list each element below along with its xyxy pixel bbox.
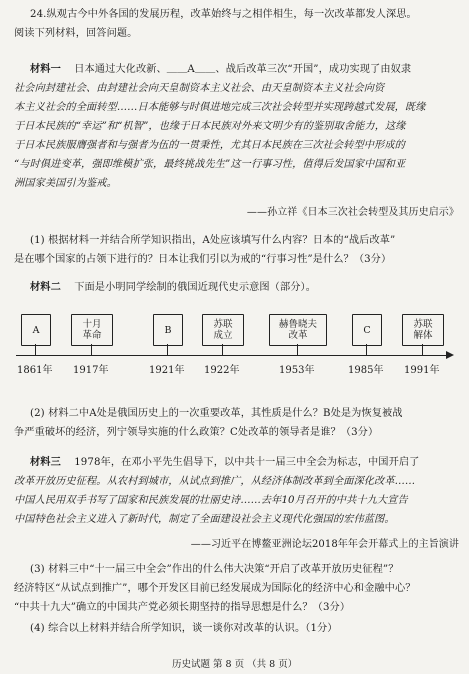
material2-text: 下面是小明同学绘制的俄国近现代史示意图（部分）。 (74, 282, 317, 293)
timeline-event-box (21, 314, 51, 346)
material3-line-1 (30, 456, 419, 469)
timeline-tick (167, 344, 168, 356)
timeline-tick (297, 344, 298, 356)
timeline-event-label: B (164, 324, 172, 336)
q3-line-3: “中共十九大”确立的中国共产党必须长期坚持的指导思想是什么？（3分） (14, 602, 351, 613)
material1-line-2: 社会向封建社会、由封建社会向天皇制资本主义社会、由天皇制资本主义社会向资 (14, 83, 385, 94)
timeline-event-box (402, 314, 444, 346)
question-intro-line-2: 阅读下列材料，回答问题。 (14, 28, 138, 39)
material3-text-1: 1978年，在邓小平先生倡导下，以中共十一届三中全会为标志，中国开启了 (74, 457, 420, 468)
timeline-year: 1985年 (348, 365, 384, 376)
timeline-event-box (352, 314, 382, 346)
timeline-tick (91, 344, 92, 356)
timeline-event-label: 改革 (288, 330, 308, 341)
q1-line-2: 是在哪个国家的占领下进行的？日本让我们引以为戒的“行事习性”是什么？（3分） (14, 254, 392, 265)
timeline-event-box (71, 314, 113, 346)
material3-label: 材料三 (30, 456, 61, 468)
timeline-tick (222, 344, 223, 356)
material3-line-3: 中国人民用双手书写了国家和民族发展的壮丽史诗……去年10月召开的中共十九大宣告 (14, 495, 408, 506)
material1-line-7: 洲国家美国引为鉴戒。 (14, 178, 117, 189)
page-footer: 历史试题 第 8 页 （共 8 页） (172, 659, 298, 670)
q2-line-2: 争严重破坏的经济，列宁领导实施的什么政策？C处改革的领导者是谁？（3分） (14, 427, 379, 438)
timeline-year: 1953年 (279, 365, 315, 376)
timeline-tick (35, 344, 36, 356)
material1-line-5: 于日本民族服膺强者和与强者为伍的一贯秉性，尤其日本民族在三次社会转型中形成的 (14, 140, 405, 151)
timeline-event-label: 解体 (413, 330, 433, 341)
timeline-event-box (153, 314, 183, 346)
material1-line-6: “与时俱进变革，强即维模扩张，最终挑战先生”这一行事习性，值得后发国家中国和亚 (14, 159, 406, 170)
material3-line-4: 中国特色社会主义进入了新时代，制定了全面建设社会主义现代化强国的宏伟蓝图。 (14, 514, 395, 525)
question-intro-line-1: 24.纵观古今中外各国的发展历程，改革始终与之相伴相生，每一次改革都发人深思。 (30, 9, 417, 20)
q2-line-1: (2) 材料二中A处是俄国历史上的一次重要改革，其性质是什么？B处是为恢复被战 (30, 408, 403, 419)
q3-line-2: 经济特区“从试点到推广”，哪个开发区目前已经发展成为国际化的经济中心和金融中心？ (14, 583, 416, 594)
timeline-event-label: 十月 (82, 319, 102, 330)
material3-line-2: 改革开放历史征程。从农村到城市，从试点到推广，从经济体制改革到全面深化改革…… (14, 476, 416, 487)
timeline-year: 1861年 (17, 365, 53, 376)
timeline-arrow-icon (446, 351, 454, 359)
timeline-event-label: 苏联 (413, 319, 433, 330)
material1-source: ——孙立祥《日本三次社会转型及其历史启示》 (246, 207, 459, 218)
material2-line (30, 281, 316, 294)
timeline-year: 1921年 (149, 365, 185, 376)
timeline-axis (16, 355, 448, 356)
q4-line: (4) 综合以上材料并结合所学知识，谈一谈你对改革的认识。（1分） (30, 623, 338, 634)
q3-line-1: (3) 材料三中“十一届三中全会”作出的什么伟大决策“开启了改革开放历史征程”？ (30, 564, 399, 575)
timeline-event-label: C (363, 324, 371, 336)
material1-line-3: 本主义社会的全面转型……日本能够与时俱进地完成三次社会转型并实现跨越式发展，既缘 (14, 102, 426, 113)
timeline-event-label: 赫鲁晓夫 (278, 319, 317, 330)
material1-line-1 (30, 63, 411, 76)
timeline-event-label: 成立 (213, 330, 233, 341)
material1-text-1: 日本通过大化改新、＿＿A＿＿、战后改革三次“开国”，成功实现了由奴隶 (74, 64, 412, 75)
timeline-tick (366, 344, 367, 356)
timeline-event-label: 苏联 (213, 319, 233, 330)
material3-source: ——习近平在博鳌亚洲论坛2018年年会开幕式上的主旨演讲 (190, 539, 459, 550)
timeline-year: 1922年 (204, 365, 240, 376)
timeline-tick (422, 344, 423, 356)
material1-line-4: 于日本民族的“幸运”和“机智”，也缘于日本民族对外来文明少有的鉴别取舍能力，这缘 (14, 121, 406, 132)
timeline-event-label: A (32, 324, 40, 336)
q1-line-1: (1) 根据材料一并结合所学知识指出，A处应该填写什么内容？日本的“战后改革” (30, 235, 396, 246)
timeline-event-box (202, 314, 244, 346)
material1-label: 材料一 (30, 63, 61, 75)
timeline-year: 1917年 (73, 365, 109, 376)
timeline-year: 1991年 (404, 365, 440, 376)
timeline-event-label: 革命 (82, 330, 102, 341)
timeline-event-box (269, 314, 327, 346)
material2-label: 材料二 (30, 281, 61, 293)
